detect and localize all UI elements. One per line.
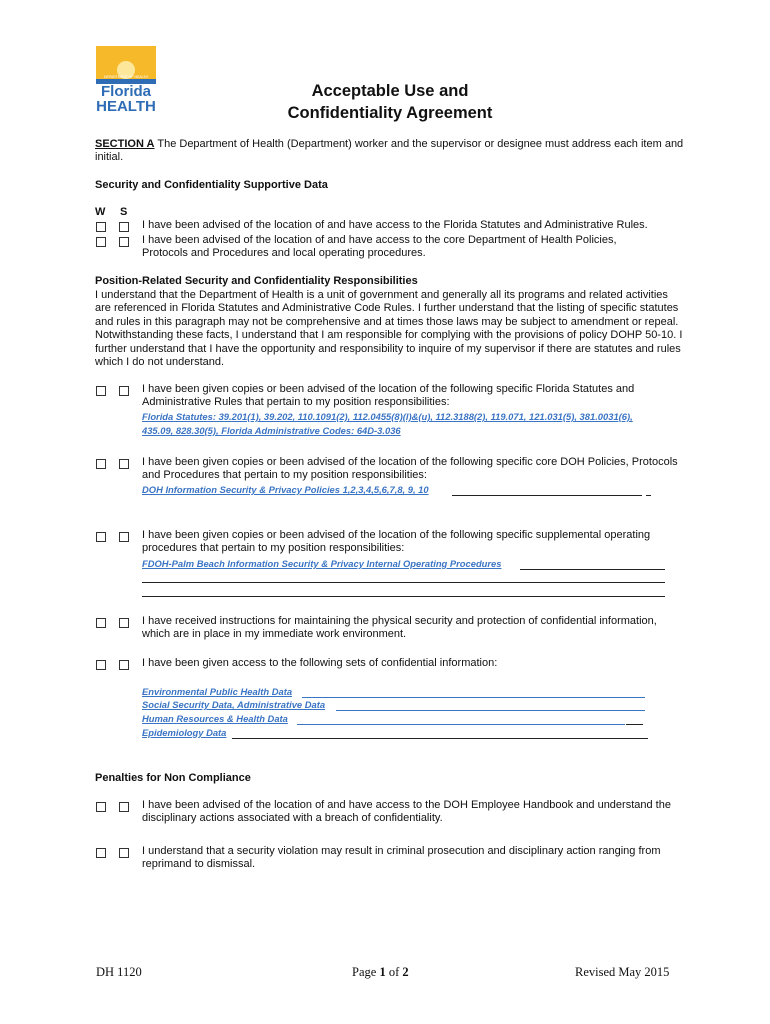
data-set-social-security[interactable]: Social Security Data, Administrative Data: [142, 699, 326, 710]
worker-checkbox[interactable]: [96, 532, 106, 542]
page-total: 2: [402, 965, 409, 979]
position-paragraph: I understand that the Department of Health is a unit of government and generally all its programs and related activities are referenced in Florida Statutes and Administrative Code Rules. I further understand that the listing of specific statutes and rules in this paragraph may not be comprehensive and at times those laws may be subject to amendment or repeal. Notwithstanding these facts, I understand that I am responsible for complying with the provisions of policy DOHP 50-10. I further understand that I have the opportunity and responsibility to inquire of my supervisor if there are statutes and rules which I do not understand.: [95, 289, 683, 369]
supervisor-checkbox[interactable]: [119, 532, 129, 542]
supervisor-checkbox[interactable]: [119, 660, 129, 670]
policies-link[interactable]: DOH Information Security & Privacy Policies 1,2,3,4,5,6,7,8, 9, 10: [142, 484, 429, 495]
page-word: Page: [352, 965, 377, 979]
policies-item: I have been given copies or been advised of the location of the following specific core DOH Policies, Protocols and Procedures that pertain to my position responsibilities:: [142, 456, 678, 482]
title-line2: Confidentiality Agreement: [287, 104, 493, 122]
worker-checkbox[interactable]: [96, 618, 106, 628]
supervisor-checkbox[interactable]: [119, 459, 129, 469]
data-set-line: [336, 710, 645, 711]
data-set-line: [232, 738, 648, 739]
column-w-header: W: [95, 206, 106, 218]
data-set-line-end: [626, 724, 643, 725]
section-a-label: SECTION A: [95, 138, 155, 150]
logo-tagline: DEPARTMENT OF HEALTH: [103, 75, 149, 79]
supplemental-link[interactable]: FDOH-Palm Beach Information Security & Privacy Internal Operating Procedures: [142, 558, 502, 569]
page-number: [352, 965, 409, 980]
revision-date: Revised May 2015: [575, 965, 670, 979]
supportive-item-1: I have been advised of the location of and have access to the Florida Statutes and Administrative Rules.: [142, 219, 648, 231]
penalties-heading: Penalties for Non Compliance: [95, 772, 251, 784]
page-current: 1: [379, 965, 386, 979]
supportive-item-2-line2: Protocols and Procedures and local operating procedures.: [142, 247, 426, 260]
supervisor-checkbox[interactable]: [119, 848, 129, 858]
access-item: I have been given access to the following sets of confidential information:: [142, 657, 498, 669]
section-a-text: The Department of Health (Department) worker and the supervisor or designee must address each item and initial.: [95, 138, 684, 164]
supportive-item-2-line1: I have been advised of the location of and have access to the core Department of Health Policies,: [142, 234, 617, 246]
of-word: of: [388, 965, 400, 979]
position-heading: Position-Related Security and Confidentiality Responsibilities: [95, 275, 418, 287]
title-line1: Acceptable Use and: [311, 82, 469, 100]
data-set-human-resources[interactable]: Human Resources & Health Data: [142, 713, 288, 724]
section-a-intro: [95, 138, 685, 165]
logo-line2: HEALTH: [96, 98, 156, 115]
supervisor-checkbox[interactable]: [119, 386, 129, 396]
worker-checkbox[interactable]: [96, 802, 106, 812]
supplemental-blank-line-2: [142, 582, 665, 583]
statutes-link-line1[interactable]: Florida Statutes: 39.201(1), 39.202, 110.1091(2), 112.0455(8)(l)&(u), 112.3188(2), 119.071, 121.031(5), 381.0031(6),: [142, 411, 633, 422]
penalties-item-1: I have been advised of the location of and have access to the DOH Employee Handbook and understand the disciplinary actions associated with a breach of confidentiality.: [142, 799, 671, 825]
supportive-heading: Security and Confidentiality Supportive Data: [95, 179, 328, 191]
logo-line1: Florida: [100, 83, 151, 100]
supervisor-checkbox[interactable]: [119, 222, 129, 232]
data-set-epidemiology[interactable]: Epidemiology Data: [142, 727, 227, 738]
penalties-item-2: I understand that a security violation may result in criminal prosecution and disciplinary action ranging from reprimand to dismissal.: [142, 845, 661, 871]
worker-checkbox[interactable]: [96, 386, 106, 396]
supplemental-blank-line-3: [142, 596, 665, 597]
data-set-line: [302, 697, 645, 698]
page-title: [270, 80, 510, 124]
worker-checkbox[interactable]: [96, 848, 106, 858]
statutes-item: I have been given copies or been advised of the location of the following specific Florida Statutes and Administrative Rules that pertain to my position responsibilities:: [142, 383, 635, 409]
data-set-environmental[interactable]: Environmental Public Health Data: [142, 686, 293, 697]
worker-checkbox[interactable]: [96, 237, 106, 247]
supportive-item-2: [142, 234, 682, 261]
supervisor-checkbox[interactable]: [119, 618, 129, 628]
statutes-link-line2[interactable]: 435.09, 828.30(5), Florida Administrative Codes: 64D-3.036: [142, 425, 401, 436]
physical-security-item: I have received instructions for maintaining the physical security and protection of confidential information, which are in place in my immediate work environment.: [142, 615, 657, 641]
worker-checkbox[interactable]: [96, 222, 106, 232]
supplemental-blank-line: [520, 569, 665, 570]
supervisor-checkbox[interactable]: [119, 237, 129, 247]
worker-checkbox[interactable]: [96, 459, 106, 469]
data-set-line: [297, 724, 625, 725]
policies-blank-line-end: [646, 495, 651, 496]
column-s-header: S: [120, 206, 128, 218]
supervisor-checkbox[interactable]: [119, 802, 129, 812]
policies-blank-line: [452, 495, 642, 496]
form-number: DH 1120: [96, 965, 142, 979]
supplemental-item: I have been given copies or been advised of the location of the following specific supplemental operating procedures that pertain to my position responsibilities:: [142, 529, 651, 555]
worker-checkbox[interactable]: [96, 660, 106, 670]
florida-health-logo: [96, 46, 156, 116]
